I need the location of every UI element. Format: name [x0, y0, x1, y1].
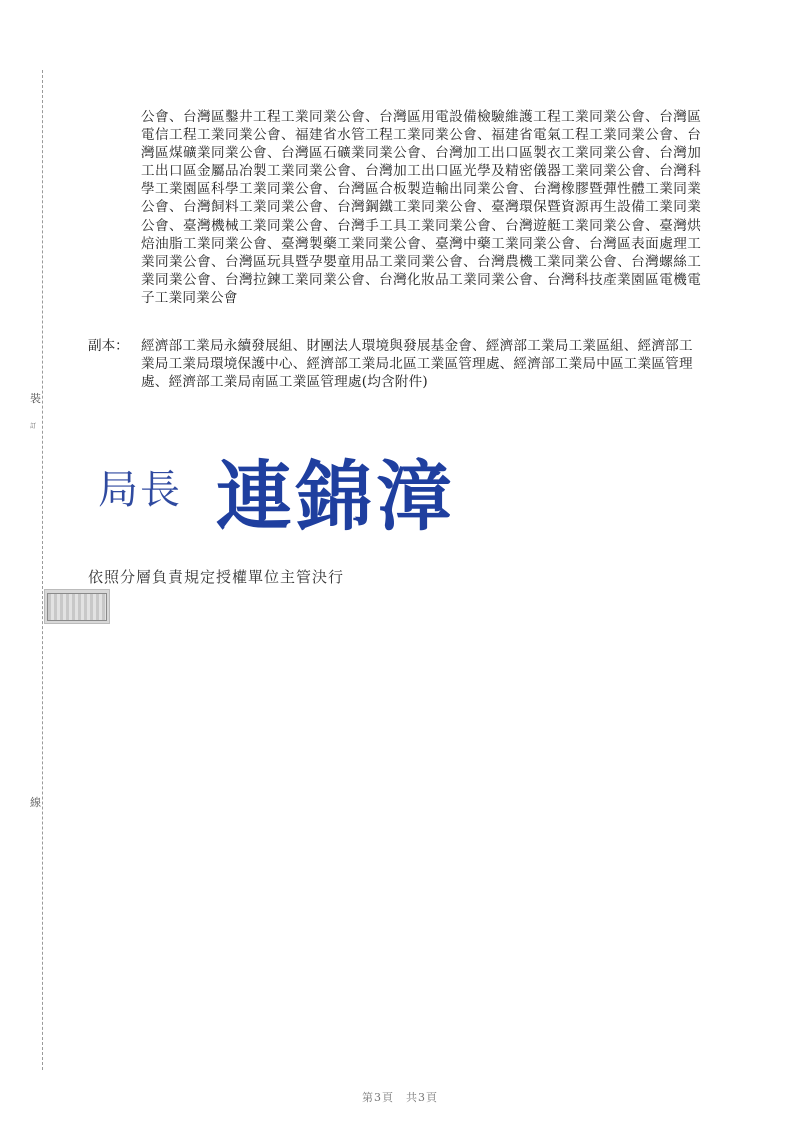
delegation-note: 依照分層負責規定授權單位主管決行	[88, 568, 345, 586]
binding-mark-top: 裝	[30, 392, 41, 405]
cc-recipients: 經濟部工業局永續發展組、財團法人環境與發展基金會、經濟部工業局工業區組、經濟部工業局工業局環境保護中心、經濟部工業局北區工業區管理處、經濟部工業局中區工業區管理處、經濟部工業局南區工業區管理處(均含附件)	[141, 338, 693, 391]
binding-mark-middle: 訂	[30, 420, 36, 434]
signature-title: 局長	[98, 467, 182, 513]
recipients-list: 公會、台灣區鑿井工程工業同業公會、台灣區用電設備檢驗維護工程工業同業公會、台灣區電信工程工業同業公會、福建省水管工程工業同業公會、福建省電氣工程工業同業公會、台灣區煤礦業同業公會、台灣區石礦業同業公會、台灣加工出口區製衣工業同業公會、台灣加工出口區金屬品冶製工業同業公會、台灣加工出口區光學及精密儀器工業同業公會、台灣科學工業園區科學工業同業公會、台灣區合板製造輸出同業公會、台灣橡膠暨彈性體工業同業公會、台灣飼料工業同業公會、台灣鋼鐵工業同業公會、臺灣環保暨資源再生設備工業同業公會、臺灣機械工業同業公會、台灣手工具工業同業公會、台灣遊艇工業同業公會、臺灣烘焙油脂工業同業公會、臺灣製藥工業同業公會、臺灣中藥工業同業公會、台灣區表面處理工業同業公會、台灣區玩具暨孕嬰童用品工業同業公會、台灣農機工業同業公會、台灣螺絲工業同業公會、台灣拉鍊工業同業公會、台灣化妝品工業同業公會、台灣科技產業園區電機電子工業同業公會	[141, 109, 701, 306]
binding-mark-bottom: 線	[30, 796, 41, 809]
signature-name: 連錦漳	[216, 452, 456, 541]
seal-stamp-inner	[47, 593, 107, 621]
cc-label: 副本：	[88, 338, 129, 354]
page-number: 第3頁 共3頁	[362, 1091, 438, 1104]
seal-stamp	[44, 589, 110, 624]
binding-line	[42, 70, 43, 1070]
